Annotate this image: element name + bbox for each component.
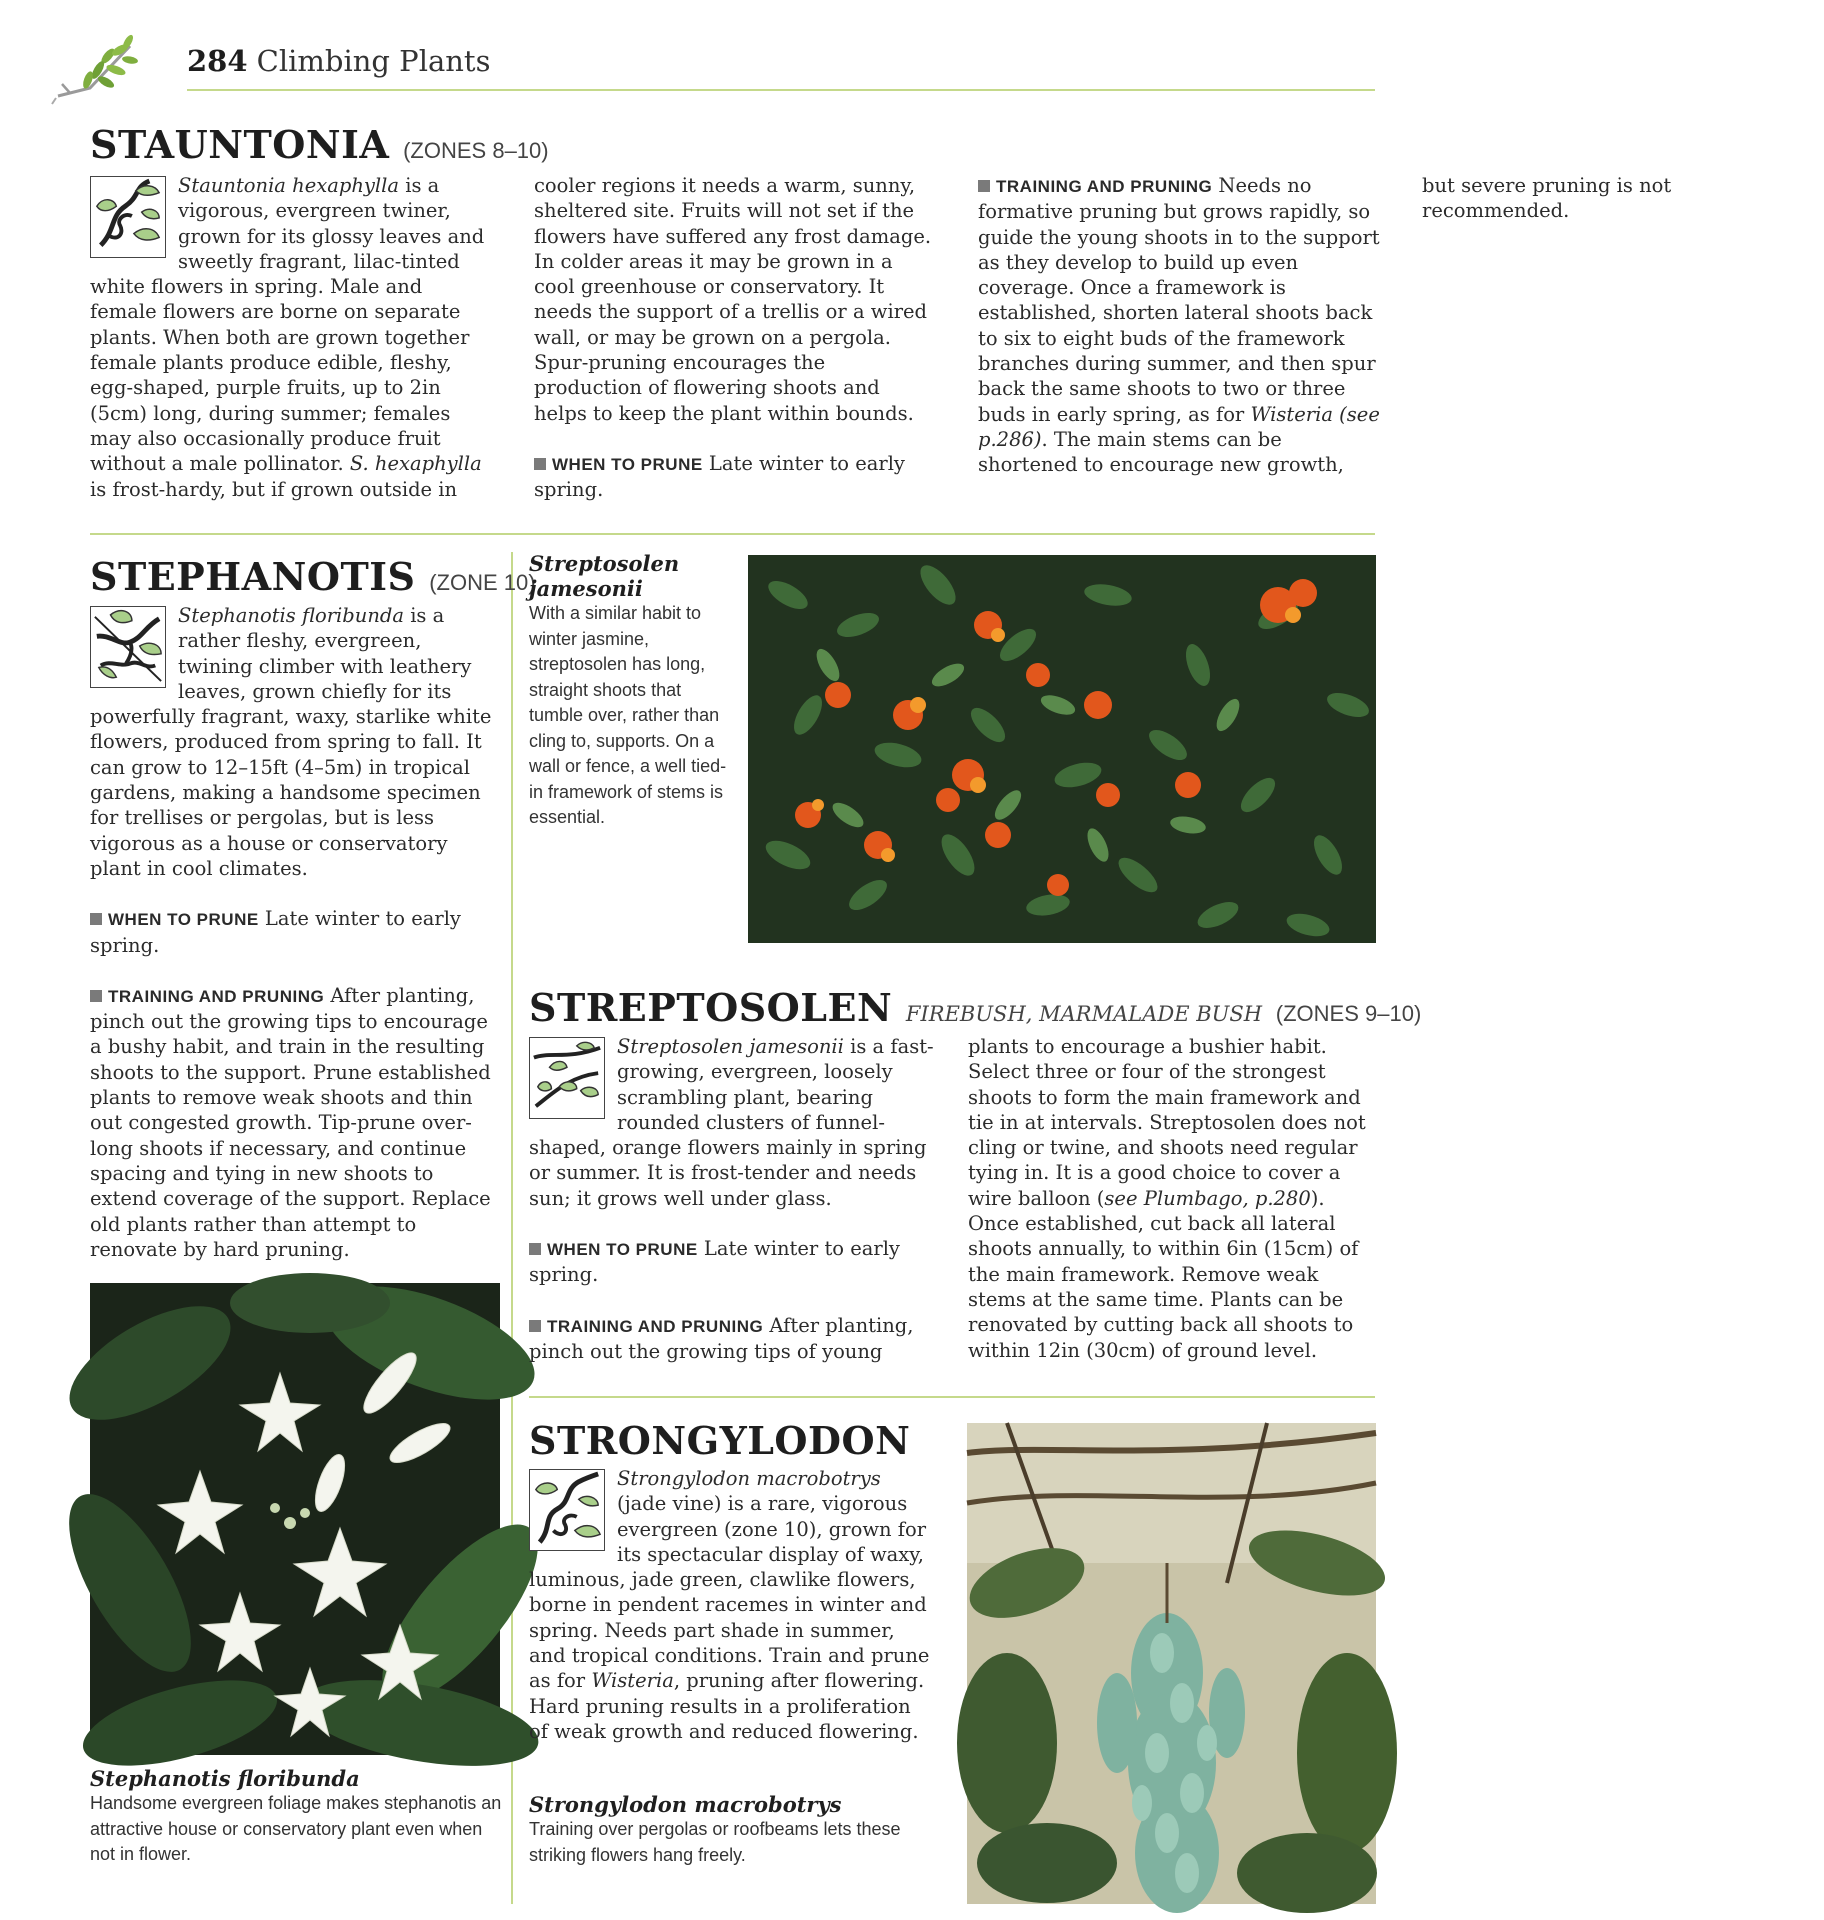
strongylodon-cross-ref: Wisteria	[591, 1669, 674, 1693]
streptosolen-caption	[529, 551, 729, 831]
training-text-end: . The main stems can be shortened to encourage new growth, but severe pruning is not recommended.	[978, 174, 1672, 477]
streptosolen-heading	[529, 985, 1421, 1030]
stephanotis-zones: (ZONE 10)	[429, 570, 536, 595]
streptosolen-sci-name: Streptosolen jamesonii	[617, 1035, 844, 1058]
streptosolen-title: STREPTOSOLEN	[529, 985, 893, 1030]
training-text: After planting, pinch out the growing tips to encourage a bushy habit, and train in the resulting shoots to the support. Prune established plants to remove weak shoots and thin out congested growth. Tip-prune over-long shoots if necessary, and continue spacing and tying in new shoots to extend coverage of the support. Replace old plants rather than attempt to renovate by hard pruning.	[90, 983, 491, 1261]
stauntonia-climber-type-icon	[90, 176, 166, 258]
bullet-square-icon	[90, 913, 102, 925]
stephanotis-caption	[90, 1766, 505, 1868]
strongylodon-title: STRONGYLODON	[529, 1418, 911, 1463]
header-sprig-icon	[50, 36, 140, 106]
training-label: TRAINING AND PRUNING	[547, 1316, 764, 1336]
streptosolen-photo	[748, 555, 1376, 943]
streptosolen-intro-text: is a fast-growing, evergreen, loosely scrambling plant, bearing rounded clusters of funnel-shaped, orange flowers mainly in spring or summer. It is frost-tender and needs sun; it grows well under glass.	[529, 1035, 934, 1210]
strongylodon-caption-title: Strongylodon macrobotrys	[529, 1792, 842, 1817]
strongylodon-climber-type-icon	[529, 1469, 605, 1551]
bullet-square-icon	[529, 1320, 541, 1332]
training-label: TRAINING AND PRUNING	[996, 177, 1213, 196]
strongylodon-sci-name: Strongylodon macrobotrys	[617, 1467, 881, 1490]
training-text: Needs no formative pruning but grows rapidly, so guide the young shoots in to the support as they develop to build up even coverage. Once a framework is established, shorten lateral shoots back to six to eight buds of the framework branches during summer, and then spur back the same shoots to two or three buds in early spring, as for	[978, 174, 1380, 426]
stauntonia-training	[978, 173, 1824, 503]
stephanotis-title: STEPHANOTIS	[90, 554, 416, 599]
training-text: After planting, pinch out the growing tips of young plants to encourage a bushier habit. Select three or four of the strongest shoots to form the main framework and tie in at intervals. Streptosolen does not cling or twine, and shoots need regular tying in. It is a good choice to cover a wire balloon (	[529, 1035, 1366, 1363]
page-header	[187, 44, 490, 84]
strongylodon-text	[529, 1466, 934, 1744]
training-cross-ref: see Plumbago, p.280	[1104, 1186, 1311, 1210]
training-label: TRAINING AND PRUNING	[108, 986, 325, 1006]
stephanotis-when-to-prune	[90, 906, 500, 958]
bullet-square-icon	[534, 458, 546, 470]
streptosolen-common-names: FIREBUSH, MARMALADE BUSH	[905, 1002, 1263, 1026]
stephanotis-intro-text: is a rather fleshy, evergreen, twining climber with leathery leaves, grown chiefly for its powerfully fragrant, waxy, starlike white flowers, produced from spring to fall. It can grow to 12–15ft (4–5m) in tropical gardens, making a handsome specimen for trellises or pergolas, but is less vigorous as a house or conservatory plant in cool climates.	[90, 604, 492, 880]
stephanotis-caption-text: Handsome evergreen foliage makes stephanotis an attractive house or conservatory plant even when not in flower.	[90, 1793, 502, 1864]
section-title: Climbing Plants	[256, 44, 491, 78]
streptosolen-zones: (ZONES 9–10)	[1275, 1001, 1422, 1026]
streptosolen-climber-type-icon	[529, 1037, 605, 1119]
when-to-prune-text: Late winter to early spring.	[534, 451, 905, 502]
stauntonia-intro-end: is frost-hardy, but if grown outside in cooler regions it needs a warm, sunny, sheltered site. Fruits will not set if the flowers have suffered any frost damage. In colder areas it may be grown in a cool greenhouse or conservatory. It needs the support of a trellis or a wired wall, or may be grown on a pergola. Spur-pruning encourages the production of flowering shoots and helps to keep the plant within bounds.	[90, 174, 932, 501]
strongylodon-heading	[529, 1418, 910, 1463]
when-to-prune-label: WHEN TO PRUNE	[108, 910, 259, 930]
when-to-prune-label: WHEN TO PRUNE	[552, 454, 703, 474]
streptosolen-caption-title: Streptosolen jamesonii	[529, 551, 680, 601]
training-text-end: ). Once established, cut back all lateral shoots annually, to within 6in (15cm) of the main framework. Remove weak stems at the same time. Plants can be renovated by cutting back all shoots to within 12in (30cm) of ground level.	[968, 1186, 1359, 1362]
page-number: 284	[187, 44, 248, 78]
streptosolen-caption-text: With a similar habit to winter jasmine, streptosolen has long, straight shoots that tumble over, rather than cling to, supports. On a wall or fence, a well tied-in framework of stems is essential.	[529, 603, 727, 827]
strongylodon-caption	[529, 1792, 929, 1868]
strongylodon-intro-end: , pruning after flowering. Hard pruning results in a proliferation of weak growth and reduced flowering.	[529, 1669, 925, 1743]
stauntonia-heading	[90, 122, 549, 167]
stephanotis-text	[90, 603, 500, 1262]
column-divider	[511, 552, 513, 1904]
section-rule-2	[529, 1396, 1375, 1398]
stephanotis-caption-title: Stephanotis floribunda	[90, 1766, 360, 1791]
stephanotis-photo	[90, 1283, 500, 1755]
stephanotis-climber-type-icon	[90, 606, 166, 688]
strongylodon-photo	[967, 1423, 1376, 1904]
when-to-prune-text: Late winter to early spring.	[90, 907, 461, 957]
stephanotis-sci-name: Stephanotis floribunda	[178, 604, 404, 627]
streptosolen-when-to-prune	[529, 1236, 940, 1288]
stauntonia-intro-text: is a vigorous, evergreen twiner, grown for its glossy leaves and sweetly fragrant, lilac-tinted white flowers in spring. Male and female flowers are borne on separate plants. When both are grown together female plants produce edible, fleshy, egg-shaped, purple fruits, up to 2in (5cm) long, during summer; females may also occasionally produce fruit without a male pollinator.	[90, 174, 485, 476]
bullet-square-icon	[529, 1243, 541, 1255]
header-rule	[187, 89, 1375, 91]
stephanotis-training	[90, 983, 500, 1262]
stauntonia-title: STAUNTONIA	[90, 122, 390, 167]
when-to-prune-label: WHEN TO PRUNE	[547, 1240, 698, 1260]
streptosolen-text-flow	[529, 1034, 1379, 1374]
bullet-square-icon	[90, 990, 102, 1002]
stephanotis-heading	[90, 554, 536, 599]
strongylodon-caption-text: Training over pergolas or roofbeams lets these striking flowers hang freely.	[529, 1819, 901, 1865]
stauntonia-sci-short: S. hexaphylla	[349, 452, 482, 476]
when-to-prune-text: Late winter to early spring.	[529, 1237, 900, 1287]
stauntonia-sci-name: Stauntonia hexaphylla	[178, 174, 400, 197]
strongylodon-intro-text: (jade vine) is a rare, vigorous evergreen (zone 10), grown for its spectacular display of waxy, luminous, jade green, clawlike flowers, borne in pendent racemes in winter and spring. Needs part shade in summer, and tropical conditions. Train and prune as for	[529, 1492, 930, 1693]
stauntonia-when-to-prune	[534, 451, 936, 503]
stauntonia-zones: (ZONES 8–10)	[403, 138, 549, 163]
training-cross-ref: Wisteria (see p.286)	[978, 402, 1380, 451]
section-rule-1	[90, 533, 1375, 535]
bullet-square-icon	[978, 180, 990, 192]
stauntonia-text-flow	[90, 173, 1672, 503]
